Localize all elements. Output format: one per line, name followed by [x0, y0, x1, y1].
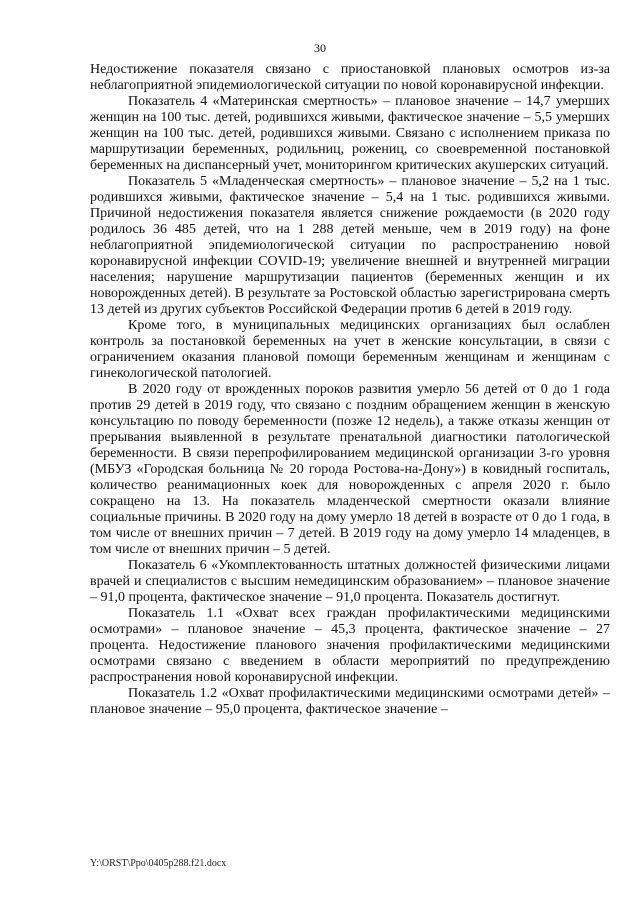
- file-path-footer: Y:\ORST\Ppo\0405p288.f21.docx: [90, 858, 227, 869]
- document-body: [90, 62, 610, 718]
- paragraph: Показатель 5 «Младенческая смертность» – плановое значение – 5,2 на 1 тыс. родившихся живыми, фактическое значение – 5,4 на 1 тыс. родившихся живыми. Причиной недостижения показателя является снижение рождаемости (в 2020 году родилось 36 485 детей, что на 1 288 детей меньше, чем в 2019 году) на фоне неблагоприятной эпидемиологической ситуации по распространению новой коронавирусной инфекции COVID-19; увеличение внешней и внутренней миграции населения; нарушение маршрутизации пациентов (беременных женщин и их новорожденных детей). В результате за Ростовской областью зарегистрирована смерть 13 детей из других субъектов Российской Федерации против 6 детей в 2019 году.: [90, 174, 610, 317]
- paragraph: Недостижение показателя связано с приостановкой плановых осмотров из-за неблагоприятной эпидемиологической ситуации по новой коронавирусной инфекции.: [90, 62, 610, 93]
- page-number: 30: [314, 41, 326, 55]
- paragraph: Показатель 4 «Материнская смертность» – плановое значение – 14,7 умерших женщин на 100 тыс. детей, родившихся живыми, фактическое значение – 5,5 умерших женщин на 100 тыс. детей, родившихся живыми. Связано с исполнением приказа по маршрутизации беременных, родильниц, рожениц, со своевременной постановкой беременных на диспансерный учет, мониторингом критических акушерских ситуаций.: [90, 94, 610, 173]
- paragraph: В 2020 году от врожденных пороков развития умерло 56 детей от 0 до 1 года против 29 детей в 2019 году, что связано с поздним обращением женщин в женскую консультацию по поводу беременности (позже 12 недель), а также отказы женщин от прерывания выявленной в результате пренатальной диагностики патологической беременности. В связи перепрофилированием медицинской организации 3-го уровня (МБУЗ «Городская больница № 20 города Ростова-на-Дону») в ковидный госпиталь, количество реанимационных коек для новорожденных с апреля 2020 г. было сокращено на 13. На показатель младенческой смертности оказали влияние социальные причины. В 2020 году на дому умерло 18 детей в возрасте от 0 до 1 года, в том числе от внешних причин – 7 детей. В 2019 году на дому умерло 14 младенцев, в том числе от внешних причин – 5 детей.: [90, 382, 610, 557]
- paragraph: Показатель 6 «Укомплектованность штатных должностей физическими лицами врачей и специалистов с высшим немедицинским образованием» – плановое значение – 91,0 процента, фактическое значение – 91,0 процента. Показатель достигнут.: [90, 558, 610, 605]
- paragraph: Показатель 1.2 «Охват профилактическими медицинскими осмотрами детей» – плановое значение – 95,0 процента, фактическое значение –: [90, 686, 610, 717]
- paragraph: Показатель 1.1 «Охват всех граждан профилактическими медицинскими осмотрами» – плановое значение – 45,3 процента, фактическое значение – 27 процента. Недостижение планового значения профилактическими медицинскими осмотрами связано с введением в области мероприятий по предупреждению распространения новой коронавирусной инфекции.: [90, 606, 610, 685]
- paragraph: Кроме того, в муниципальных медицинских организациях был ослаблен контроль за постановкой беременных на учет в женские консультации, в связи с ограничением оказания плановой помощи беременным женщинам и женщинам с гинекологической патологией.: [90, 318, 610, 381]
